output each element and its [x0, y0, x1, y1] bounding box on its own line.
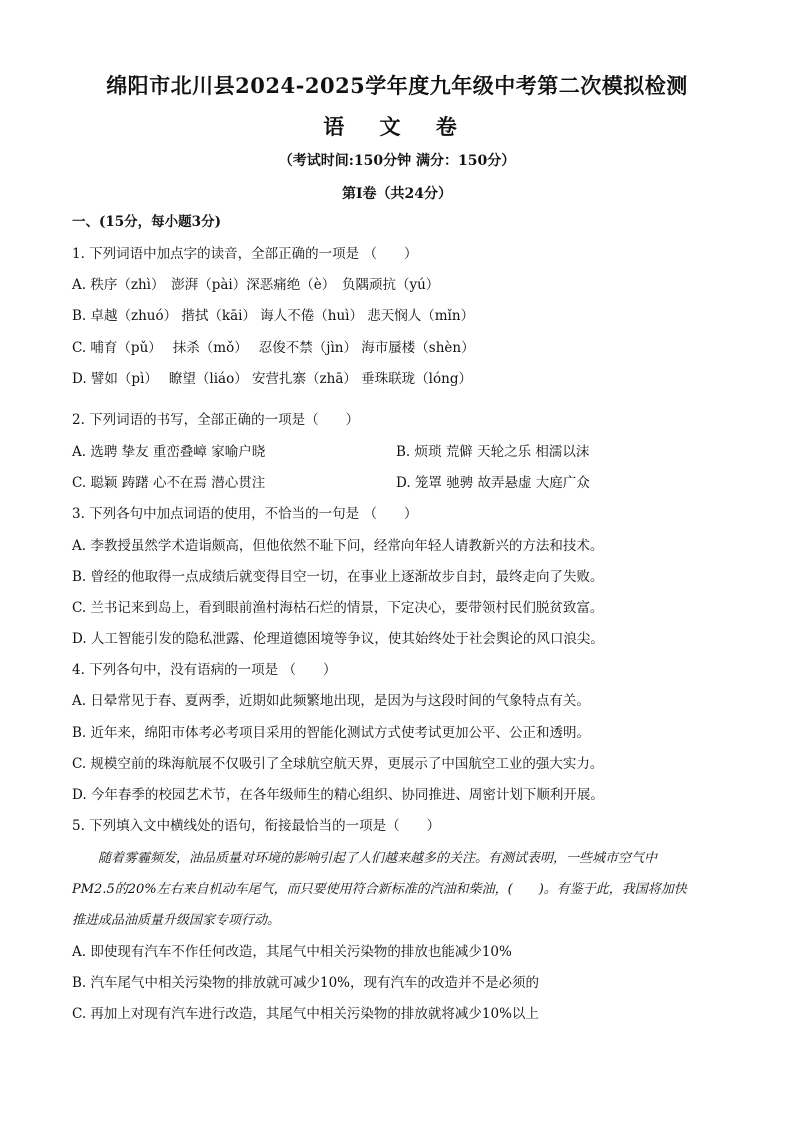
section-heading: 第Ⅰ卷（共24分） [341, 186, 453, 202]
question-1-option-b: B. 卓越（zhuó） 揩拭（kāi） 诲人不倦（huì） 悲天悯人（mǐn） [72, 308, 475, 324]
passage-line-2: PM2.5的20%左右来自机动车尾气，而只要使用符合新标准的汽油和柴油，( )。有鉴于此，我国将加快 [72, 882, 687, 897]
exam-info: （考试时间:150分钟 满分：150分） [278, 153, 516, 169]
question-1-option-a: A. 秩序（zhì） 澎湃（pài）深恶痛绝（è） 负隅顽抗（yú） [72, 277, 440, 293]
question-3-option-b: B. 曾经的他取得一点成绩后就变得目空一切，在事业上逐渐故步自封，最终走向了失败。 [72, 569, 604, 585]
question-3-option-a: A. 李教授虽然学术造诣颇高，但他依然不耻下问，经常向年轻人请教新兴的方法和技术。 [72, 538, 604, 554]
question-3-option-c: C. 兰书记来到岛上，看到眼前渔村海枯石烂的情景，下定决心，要带领村民们脱贫致富。 [72, 600, 604, 616]
question-2-option-a: A. 选聘 挚友 重峦叠嶂 家喻户晓 [72, 444, 266, 460]
question-4-option-b: B. 近年来，绵阳市体考必考项目采用的智能化测试方式使考试更加公平、公正和透明。 [72, 725, 591, 741]
question-4-stem: 4. 下列各句中，没有语病的一项是 （ ） [72, 662, 337, 678]
question-1-option-c: C. 哺育（pǔ） 抹杀（mǒ） 忍俊不禁（jìn） 海市蜃楼（shèn） [72, 340, 475, 356]
subject-title: 语 文 卷 [323, 114, 471, 139]
question-5-option-b: B. 汽车尾气中相关污染物的排放就可减少10%，现有汽车的改造并不是必须的 [72, 975, 540, 991]
question-3-stem: 3. 下列各句中加点词语的使用，不恰当的一句是 （ ） [72, 506, 418, 522]
question-2-option-b: B. 烦琐 荒僻 天轮之乐 相濡以沫 [396, 444, 590, 460]
passage-line-3: 推进成品油质量升级国家专项行动。 [72, 913, 281, 928]
part-heading: 一、(15分，每小题3分) [72, 214, 221, 230]
question-4-option-c: C. 规模空前的珠海航展不仅吸引了全球航空航天界，更展示了中国航空工业的强大实力。 [72, 756, 604, 772]
question-2-option-c: C. 聪颖 踌躇 心不在焉 潜心贯注 [72, 475, 266, 491]
question-1-option-d: D. 譬如（pì） 瞭望（liáo） 安营扎寨（zhā） 垂珠联珑（lóng） [72, 371, 472, 387]
question-5-option-a: A. 即使现有汽车不作任何改造，其尾气中相关污染物的排放也能减少10% [72, 944, 512, 960]
question-2-stem: 2. 下列词语的书写，全部正确的一项是（ ） [72, 412, 360, 428]
question-5-stem: 5. 下列填入文中横线处的语句，衔接最恰当的一项是（ ） [72, 818, 441, 834]
question-1-stem: 1. 下列词语中加点字的读音，全部正确的一项是 （ ） [72, 246, 418, 262]
question-3-option-d: D. 人工智能引发的隐私泄露、伦理道德困境等争议，使其始终处于社会舆论的风口浪尖。 [72, 631, 604, 647]
exam-title: 绵阳市北川县2024-2025学年度九年级中考第二次模拟检测 [106, 73, 688, 98]
question-2-option-d: D. 笼罩 驰骋 故弄悬虚 大庭广众 [396, 475, 590, 491]
question-4-option-a: A. 日晕常见于春、夏两季，近期如此频繁地出现，是因为与这段时间的气象特点有关。 [72, 693, 590, 709]
question-4-option-d: D. 今年春季的校园艺术节，在各年级师生的精心组织、协同推进、周密计划下顺利开展。 [72, 787, 604, 803]
question-5-option-c: C. 再加上对现有汽车进行改造，其尾气中相关污染物的排放就将减少10%以上 [72, 1006, 539, 1022]
passage-line-1: 随着雾霾频发，油品质量对环境的影响引起了人们越来越多的关注。有测试表明，一些城市空气中 [72, 851, 658, 866]
